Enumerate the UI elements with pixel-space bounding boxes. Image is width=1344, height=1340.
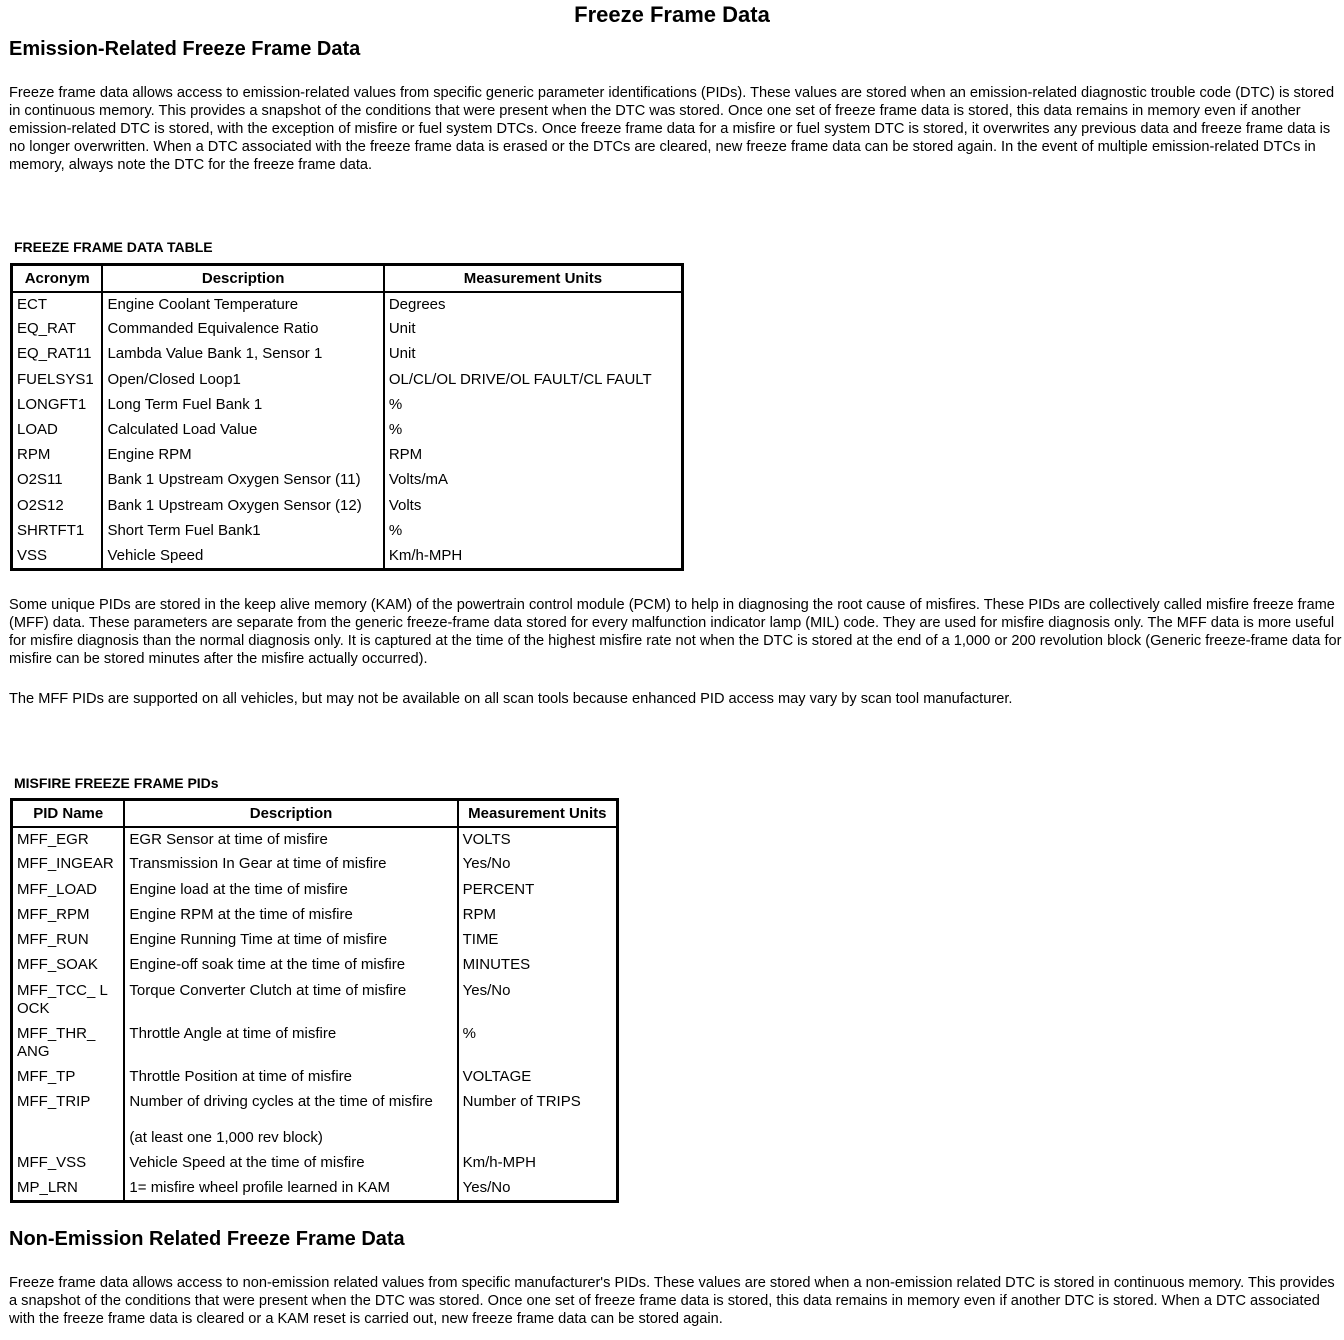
- cell-units: Volts/mA: [384, 468, 683, 493]
- cell-units: Km/h-MPH: [458, 1151, 618, 1176]
- cell-units: %: [458, 1022, 618, 1065]
- cell-pid-name: [12, 1126, 125, 1151]
- cell-units: %: [384, 393, 683, 418]
- cell-units: VOLTAGE: [458, 1065, 618, 1090]
- cell-units: %: [384, 418, 683, 443]
- cell-pid-name: MFF_THR_ ANG: [12, 1022, 125, 1065]
- cell-acronym: EQ_RAT11: [12, 342, 103, 367]
- cell-description: Throttle Angle at time of misfire: [124, 1022, 457, 1065]
- cell-description: Engine Running Time at time of misfire: [124, 928, 457, 953]
- column-header-units: Measurement Units: [458, 800, 618, 828]
- cell-units: Km/h-MPH: [384, 544, 683, 569]
- table-row: [12, 852, 618, 877]
- table-row: [12, 317, 683, 342]
- cell-description: Engine Coolant Temperature: [102, 292, 383, 317]
- cell-pid-name: MFF_EGR: [12, 827, 125, 852]
- table-row: [12, 979, 618, 1022]
- cell-description: Vehicle Speed: [102, 544, 383, 569]
- cell-description: 1= misfire wheel profile learned in KAM: [124, 1176, 457, 1201]
- table-row: [12, 953, 618, 978]
- cell-units: RPM: [384, 443, 683, 468]
- cell-units: Yes/No: [458, 1176, 618, 1201]
- cell-description: Calculated Load Value: [102, 418, 383, 443]
- cell-units: MINUTES: [458, 953, 618, 978]
- cell-units: PERCENT: [458, 878, 618, 903]
- cell-pid-name: MFF_LOAD: [12, 878, 125, 903]
- cell-pid-name: MP_LRN: [12, 1176, 125, 1201]
- section-heading-non-emission: Non-Emission Related Freeze Frame Data: [9, 1228, 405, 1250]
- table-row: [12, 368, 683, 393]
- cell-acronym: RPM: [12, 443, 103, 468]
- table-row: [12, 903, 618, 928]
- column-header-acronym: Acronym: [12, 265, 103, 293]
- cell-description: Transmission In Gear at time of misfire: [124, 852, 457, 877]
- emission-intro-paragraph: Freeze frame data allows access to emission-related values from specific generic parameter identifications (PIDs). These values are stored when an emission-related diagnostic trouble code (DTC) is stored in continuous memory. This provides a snapshot of the conditions that were present when the DTC was stored. Once one set of freeze frame data is stored, this data remains in memory even if another emission-related DTC is stored, with the exception of misfire or fuel system DTCs. Once freeze frame data for a misfire or fuel system DTC is stored, it overwrites any previous data and freeze frame data is no longer overwritten. When a DTC associated with the freeze frame data is erased or the DTCs are cleared, new freeze frame data can be stored again. In the event of multiple emission-related DTCs in memory, always note the DTC for the freeze frame data.: [9, 85, 1335, 173]
- column-header-pid-name: PID Name: [12, 800, 125, 828]
- cell-acronym: ECT: [12, 292, 103, 317]
- column-header-description: Description: [124, 800, 457, 828]
- cell-description: Bank 1 Upstream Oxygen Sensor (11): [102, 468, 383, 493]
- table-row: [12, 544, 683, 569]
- table-row: [12, 443, 683, 468]
- cell-acronym: FUELSYS1: [12, 368, 103, 393]
- cell-pid-name: MFF_TRIP: [12, 1090, 125, 1126]
- cell-description: Open/Closed Loop1: [102, 368, 383, 393]
- mff-intro-paragraph: Some unique PIDs are stored in the keep alive memory (KAM) of the powertrain control module (PCM) to help in diagnosing the root cause of misfires. These PIDs are collectively called misfire freeze frame (MFF) data. These parameters are separate from the generic freeze-frame data stored for every malfunction indicator lamp (MIL) code. They are used for misfire diagnosis only. The MFF data is more useful for misfire diagnosis than the normal diagnosis only. It is captured at the time of the highest misfire rate not when the DTC is stored at the end of a 1,000 or 200 revolution block (Generic freeze-frame data for misfire can be stored minutes after the misfire actually occurred).: [9, 597, 1342, 667]
- cell-description: Engine RPM: [102, 443, 383, 468]
- cell-acronym: SHRTFT1: [12, 519, 103, 544]
- cell-acronym: VSS: [12, 544, 103, 569]
- cell-pid-name: MFF_SOAK: [12, 953, 125, 978]
- cell-acronym: O2S12: [12, 494, 103, 519]
- table-row: [12, 1176, 618, 1201]
- cell-pid-name: MFF_RUN: [12, 928, 125, 953]
- cell-pid-name: MFF_INGEAR: [12, 852, 125, 877]
- cell-description: Number of driving cycles at the time of misfire: [124, 1090, 457, 1126]
- cell-units: TIME: [458, 928, 618, 953]
- cell-description: Vehicle Speed at the time of misfire: [124, 1151, 457, 1176]
- table-row: [12, 1090, 618, 1126]
- table-row: [12, 1151, 618, 1176]
- table-row: [12, 418, 683, 443]
- table-row: [12, 519, 683, 544]
- cell-units: Unit: [384, 342, 683, 367]
- non-emission-paragraph: Freeze frame data allows access to non-emission related values from specific manufacturer's PIDs. These values are stored when a non-emission related DTC is stored in continuous memory. This provides a snapshot of the conditions that were present when the DTC was stored. Once one set of freeze frame data is stored, this data remains in memory even if another DTC is stored. When a DTC associated with the freeze frame data is cleared or a KAM reset is carried out, new freeze frame data can be stored again.: [9, 1275, 1335, 1327]
- table-row: [12, 827, 618, 852]
- table-row: [12, 878, 618, 903]
- table-row: [12, 393, 683, 418]
- cell-pid-name: MFF_VSS: [12, 1151, 125, 1176]
- cell-units: OL/CL/OL DRIVE/OL FAULT/CL FAULT: [384, 368, 683, 393]
- cell-units: Unit: [384, 317, 683, 342]
- cell-units: Degrees: [384, 292, 683, 317]
- table-caption-misfire: MISFIRE FREEZE FRAME PIDs: [14, 775, 219, 791]
- cell-description: Lambda Value Bank 1, Sensor 1: [102, 342, 383, 367]
- cell-acronym: O2S11: [12, 468, 103, 493]
- freeze-frame-data-table: [10, 263, 684, 571]
- table-row: [12, 342, 683, 367]
- cell-description: Engine-off soak time at the time of misfire: [124, 953, 457, 978]
- cell-description: (at least one 1,000 rev block): [124, 1126, 457, 1151]
- table-row: [12, 292, 683, 317]
- table-caption-freeze-frame: FREEZE FRAME DATA TABLE: [14, 239, 213, 255]
- table-row: [12, 1126, 618, 1151]
- cell-description: Short Term Fuel Bank1: [102, 519, 383, 544]
- section-heading-emission: Emission-Related Freeze Frame Data: [9, 38, 361, 60]
- cell-pid-name: MFF_TCC_ LOCK: [12, 979, 125, 1022]
- cell-description: EGR Sensor at time of misfire: [124, 827, 457, 852]
- cell-acronym: LONGFT1: [12, 393, 103, 418]
- cell-description: Bank 1 Upstream Oxygen Sensor (12): [102, 494, 383, 519]
- table-header-row: [12, 800, 618, 828]
- cell-units: [458, 1126, 618, 1151]
- cell-units: RPM: [458, 903, 618, 928]
- cell-description: Throttle Position at time of misfire: [124, 1065, 457, 1090]
- cell-units: VOLTS: [458, 827, 618, 852]
- cell-units: Yes/No: [458, 852, 618, 877]
- cell-acronym: LOAD: [12, 418, 103, 443]
- cell-units: %: [384, 519, 683, 544]
- cell-pid-name: MFF_RPM: [12, 903, 125, 928]
- table-row: [12, 1065, 618, 1090]
- column-header-description: Description: [102, 265, 383, 293]
- table-row: [12, 468, 683, 493]
- table-header-row: [12, 265, 683, 293]
- cell-units: Yes/No: [458, 979, 618, 1022]
- cell-description: Commanded Equivalence Ratio: [102, 317, 383, 342]
- cell-description: Long Term Fuel Bank 1: [102, 393, 383, 418]
- page-title: Freeze Frame Data: [574, 2, 770, 27]
- table-row: [12, 1022, 618, 1065]
- table-row: [12, 494, 683, 519]
- table-row: [12, 928, 618, 953]
- cell-description: Engine RPM at the time of misfire: [124, 903, 457, 928]
- cell-units: Volts: [384, 494, 683, 519]
- cell-pid-name: MFF_TP: [12, 1065, 125, 1090]
- cell-description: Torque Converter Clutch at time of misfire: [124, 979, 457, 1022]
- cell-description: Engine load at the time of misfire: [124, 878, 457, 903]
- cell-units: Number of TRIPS: [458, 1090, 618, 1126]
- column-header-units: Measurement Units: [384, 265, 683, 293]
- misfire-freeze-frame-table: [10, 798, 619, 1203]
- mff-support-paragraph: The MFF PIDs are supported on all vehicles, but may not be available on all scan tools because enhanced PID access may vary by scan tool manufacturer.: [9, 691, 1013, 707]
- cell-acronym: EQ_RAT: [12, 317, 103, 342]
